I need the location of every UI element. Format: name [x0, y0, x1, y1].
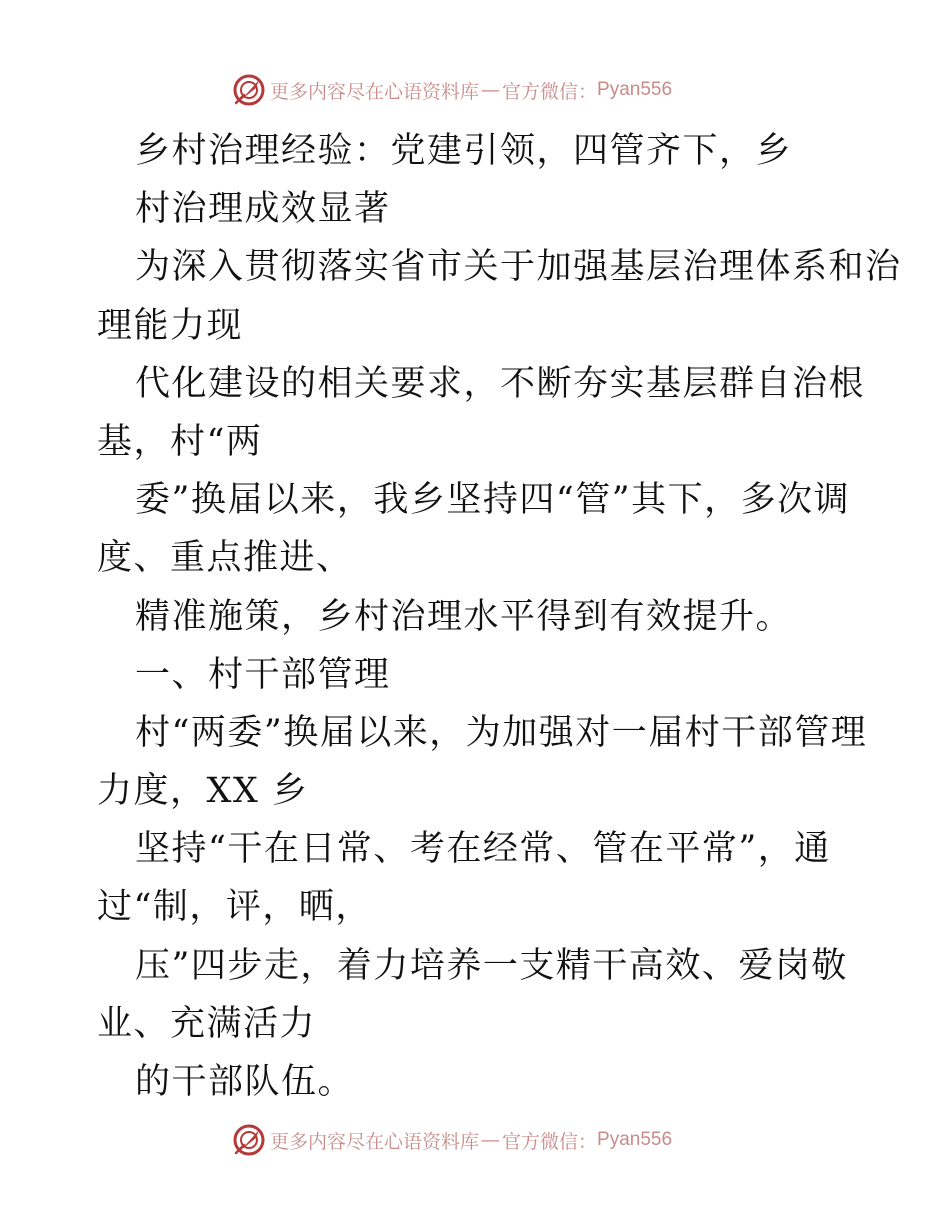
text-line: 代化建设的相关要求，不断夯实基层群自治根: [135, 363, 866, 404]
watermark-main-text: 更多内容尽在心语资料库: [270, 80, 480, 103]
document-body: [97, 122, 902, 1111]
text-line: 压”四步走，着力培养一支精干高效、爱岗敬: [135, 945, 848, 986]
text-line: 过“制，评，晒，: [97, 887, 372, 928]
text-line: 理能力现: [97, 305, 244, 346]
watermark-separator: —: [481, 79, 501, 101]
text-line: 委”换届以来，我乡坚持四“管”其下，多次调: [135, 480, 851, 521]
quill-logo-icon: [232, 73, 266, 107]
header-watermark: [232, 70, 672, 110]
watermark-wechat-id: Pyan556: [597, 79, 673, 100]
text-line: 为深入贯彻落实省市关于加强基层治理体系和治: [135, 247, 902, 288]
watermark-main-text: 更多内容尽在心语资料库: [270, 1130, 480, 1153]
text-line: 度、重点推进、: [97, 538, 353, 579]
text-line: 力度，XX 乡: [97, 771, 309, 812]
text-line: 坚持“干在日常、考在经常、管在平常”，通: [135, 829, 831, 870]
text-line: 精准施策，乡村治理水平得到有效提升。: [135, 596, 793, 637]
text-line: 业、充满活力: [97, 1003, 317, 1044]
watermark-wechat-id: Pyan556: [597, 1129, 673, 1150]
watermark-separator: —: [481, 1129, 501, 1151]
text-line: 的干部队伍。: [135, 1062, 355, 1102]
text-line: 基，村“两: [97, 421, 263, 462]
watermark-channel-label: 官方微信：: [502, 1130, 598, 1153]
text-line: 一、村干部管理: [135, 654, 391, 695]
text-line: 乡村治理经验：党建引领，四管齐下，乡: [135, 131, 793, 171]
watermark-channel-label: 官方微信：: [502, 80, 598, 103]
footer-watermark: [232, 1120, 672, 1160]
quill-logo-icon: [232, 1123, 266, 1157]
text-line: 村治理成效显著: [135, 189, 391, 230]
text-line: 村“两委”换届以来，为加强对一届村干部管理: [135, 712, 868, 753]
